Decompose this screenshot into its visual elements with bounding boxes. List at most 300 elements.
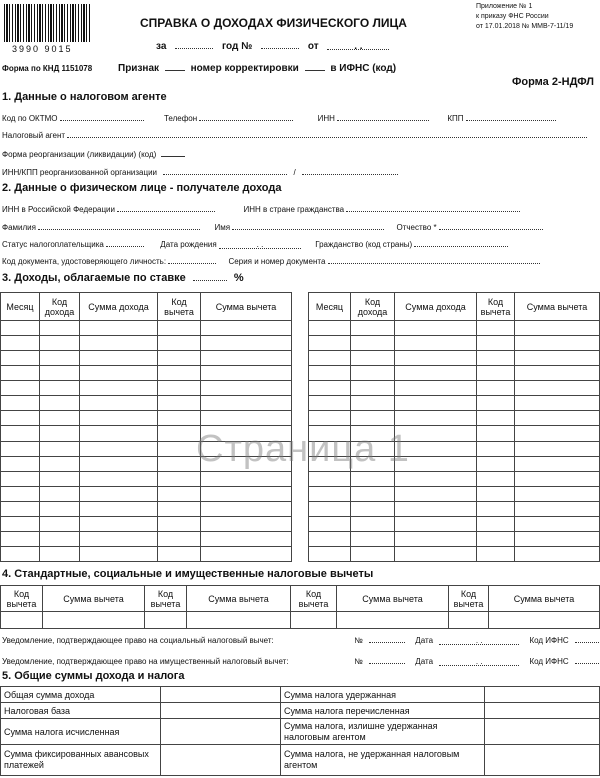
inn-country-field[interactable] (346, 203, 520, 212)
income-cell[interactable] (309, 396, 351, 411)
number-label: № (354, 657, 363, 666)
god-label: год № (221, 41, 253, 52)
oktmo-field[interactable] (60, 112, 144, 121)
income-cell[interactable] (201, 396, 292, 411)
section5-title: 5. Общие суммы дохода и налога (2, 670, 185, 682)
barcode-number: 3990 9015 (12, 44, 73, 54)
income-row (1, 546, 292, 561)
za-label: за (156, 41, 167, 52)
appendix-line: от 17.01.2018 № ММВ-7-11/19 (476, 23, 574, 30)
income-cell[interactable] (515, 381, 600, 396)
income-cell[interactable] (351, 501, 395, 516)
income-row (1, 486, 292, 501)
correction-label: номер корректировки (190, 63, 299, 74)
col-deduction-sum: Сумма вычета (201, 293, 292, 321)
income-cell[interactable] (201, 516, 292, 531)
income-row (1, 366, 292, 381)
reorg-inn-field[interactable] (163, 166, 287, 175)
tax-calculated-value[interactable] (161, 719, 281, 745)
knd-code: Форма по КНД 1151078 (2, 64, 93, 73)
income-cell[interactable] (158, 471, 201, 486)
income-row (1, 351, 292, 366)
income-cell[interactable] (201, 501, 292, 516)
deduction-cell[interactable] (291, 612, 337, 629)
income-cell[interactable] (395, 486, 477, 501)
income-cell[interactable] (1, 501, 40, 516)
income-cell[interactable] (515, 411, 600, 426)
income-cell[interactable] (515, 456, 600, 471)
income-cell[interactable] (201, 351, 292, 366)
income-cell[interactable] (1, 321, 40, 336)
income-cell[interactable] (395, 501, 477, 516)
income-cell[interactable] (309, 501, 351, 516)
income-cell[interactable] (158, 426, 201, 441)
income-cell[interactable] (1, 411, 40, 426)
date-label: Дата (415, 636, 434, 645)
income-cell[interactable] (158, 486, 201, 501)
income-cell[interactable] (201, 366, 292, 381)
income-row (309, 366, 600, 381)
tax-transferred-label: Сумма налога перечисленная (281, 703, 485, 719)
income-cell[interactable] (515, 441, 600, 456)
income-cell[interactable] (309, 366, 351, 381)
phone-field[interactable] (199, 112, 293, 121)
status-label: Статус налогоплательщика (2, 240, 104, 249)
reorg-kpp-field[interactable] (302, 166, 398, 175)
income-cell[interactable] (1, 531, 40, 546)
income-row (309, 336, 600, 351)
income-cell[interactable] (395, 321, 477, 336)
income-cell[interactable] (1, 456, 40, 471)
income-cell[interactable] (351, 381, 395, 396)
income-cell[interactable] (158, 411, 201, 426)
agent-field[interactable] (67, 129, 587, 138)
date-label: Дата (415, 657, 434, 666)
income-cell[interactable] (40, 336, 80, 351)
income-cell[interactable] (1, 441, 40, 456)
name-field[interactable] (232, 221, 384, 230)
income-cell[interactable] (201, 546, 292, 561)
inn-country-label: ИНН в стране гражданства (243, 205, 345, 214)
income-row (309, 516, 600, 531)
income-cell[interactable] (477, 321, 515, 336)
deduction-cell[interactable] (489, 612, 600, 629)
income-row (309, 531, 600, 546)
col-deduction-sum: Сумма вычета (187, 586, 291, 612)
income-cell[interactable] (158, 366, 201, 381)
income-cell[interactable] (201, 381, 292, 396)
income-cell[interactable] (477, 336, 515, 351)
income-cell[interactable] (351, 351, 395, 366)
income-cell[interactable] (309, 351, 351, 366)
deduction-cell[interactable] (337, 612, 449, 629)
income-cell[interactable] (351, 366, 395, 381)
slash: / (293, 168, 296, 177)
section4-title: 4. Стандартные, социальные и имущественные налоговые вычеты (2, 568, 374, 580)
doc-code-field[interactable] (168, 255, 216, 264)
income-cell[interactable] (158, 336, 201, 351)
income-cell[interactable] (40, 501, 80, 516)
income-row (309, 381, 600, 396)
income-cell[interactable] (395, 366, 477, 381)
page-title: СПРАВКА О ДОХОДАХ ФИЗИЧЕСКОГО ЛИЦА (140, 16, 407, 30)
income-row (309, 411, 600, 426)
income-cell[interactable] (40, 351, 80, 366)
income-cell[interactable] (1, 486, 40, 501)
income-cell[interactable] (351, 411, 395, 426)
income-cell[interactable] (201, 336, 292, 351)
income-cell[interactable] (158, 501, 201, 516)
income-cell[interactable] (309, 381, 351, 396)
tax-withheld-value[interactable] (485, 687, 600, 703)
col-month: Месяц (1, 293, 40, 321)
income-cell[interactable] (1, 396, 40, 411)
income-cell[interactable] (477, 471, 515, 486)
income-cell[interactable] (80, 366, 158, 381)
document-row (2, 255, 540, 266)
income-cell[interactable] (351, 531, 395, 546)
income-cell[interactable] (309, 336, 351, 351)
col-deduction-sum: Сумма вычета (43, 586, 145, 612)
page-watermark: Страница 1 (196, 428, 410, 470)
period-row (156, 40, 389, 52)
income-row (1, 321, 292, 336)
income-cell[interactable] (395, 396, 477, 411)
income-cell[interactable] (515, 546, 600, 561)
ifns-code-label: Код ИФНС (529, 657, 569, 666)
income-cell[interactable] (515, 336, 600, 351)
tax-not-withheld-value[interactable] (485, 745, 600, 776)
notice-property-number[interactable] (369, 655, 405, 664)
income-cell[interactable] (477, 351, 515, 366)
doc-code-label: Код документа, удостоверяющего личность: (2, 257, 167, 266)
income-cell[interactable] (395, 411, 477, 426)
reorg-inn-row (2, 166, 398, 177)
income-cell[interactable] (477, 546, 515, 561)
income-cell[interactable] (477, 456, 515, 471)
appendix-line: Приложение № 1 (476, 3, 533, 10)
notice-property-row (2, 655, 600, 666)
date-field[interactable]: . . (327, 41, 389, 50)
appendix-line: к приказу ФНС России (476, 13, 549, 20)
income-cell[interactable] (515, 501, 600, 516)
income-cell[interactable] (158, 396, 201, 411)
surname-label: Фамилия (2, 223, 36, 232)
patronymic-label: Отчество * (396, 223, 437, 232)
income-cell[interactable] (477, 516, 515, 531)
tax-overwithheld-value[interactable] (485, 719, 600, 745)
ot-label: от (307, 41, 319, 52)
income-cell[interactable] (40, 381, 80, 396)
income-cell[interactable] (309, 321, 351, 336)
tax-overwithheld-label: Сумма налога, излишне удержанная налоговым агентом (281, 719, 485, 745)
income-cell[interactable] (40, 531, 80, 546)
appendix-note (476, 2, 573, 32)
agent-name-row (2, 129, 587, 140)
section3-title-row (2, 272, 244, 284)
notice-property-label: Уведомление, подтверждающее право на имущественный налоговый вычет: (2, 657, 289, 666)
col-income-sum: Сумма дохода (395, 293, 477, 321)
income-cell[interactable] (477, 441, 515, 456)
col-month: Месяц (309, 293, 351, 321)
tax-transferred-value[interactable] (485, 703, 600, 719)
priznak-label: Признак (118, 63, 160, 74)
tax-base-value[interactable] (161, 703, 281, 719)
income-cell[interactable] (395, 381, 477, 396)
income-cell[interactable] (80, 321, 158, 336)
income-row (1, 516, 292, 531)
reorg-field[interactable] (161, 148, 185, 157)
income-cell[interactable] (477, 381, 515, 396)
income-cell[interactable] (158, 441, 201, 456)
income-cell[interactable] (395, 516, 477, 531)
income-cell[interactable] (477, 366, 515, 381)
notice-social-number[interactable] (369, 634, 405, 643)
kpp-label: КПП (447, 114, 464, 123)
income-cell[interactable] (80, 471, 158, 486)
oktmo-label: Код по ОКТМО (2, 114, 58, 123)
patronymic-field[interactable] (439, 221, 543, 230)
inn-rf-field[interactable] (117, 203, 215, 212)
income-cell[interactable] (515, 351, 600, 366)
income-cell[interactable] (80, 501, 158, 516)
income-cell[interactable] (201, 531, 292, 546)
income-cell[interactable] (515, 471, 600, 486)
income-cell[interactable] (80, 441, 158, 456)
col-deduction-code: Код вычета (291, 586, 337, 612)
income-cell[interactable] (395, 351, 477, 366)
number-field[interactable] (261, 40, 299, 49)
inn-rf-label: ИНН в Российской Федерации (2, 205, 115, 214)
reorg-label: Форма реорганизации (ликвидации) (код) (2, 150, 157, 159)
col-deduction-sum: Сумма вычета (489, 586, 600, 612)
income-cell[interactable] (1, 366, 40, 381)
deduction-cell[interactable] (43, 612, 145, 629)
income-cell[interactable] (515, 531, 600, 546)
inn-label: ИНН (317, 114, 335, 123)
deduction-cell[interactable] (145, 612, 187, 629)
correction-field[interactable] (305, 62, 325, 71)
income-row (309, 396, 600, 411)
income-cell[interactable] (309, 471, 351, 486)
rate-field[interactable] (193, 272, 227, 281)
income-cell[interactable] (309, 546, 351, 561)
income-cell[interactable] (309, 486, 351, 501)
income-cell[interactable] (80, 426, 158, 441)
deduction-cell[interactable] (187, 612, 291, 629)
income-cell[interactable] (515, 486, 600, 501)
doc-number-label: Серия и номер документа (228, 257, 326, 266)
agent-codes-row (2, 112, 598, 123)
phone-label: Телефон (163, 114, 198, 123)
tax-base-label: Налоговая база (1, 703, 161, 719)
income-cell[interactable] (351, 546, 395, 561)
income-cell[interactable] (1, 546, 40, 561)
fio-row (2, 221, 543, 232)
income-cell[interactable] (395, 336, 477, 351)
priznak-field[interactable] (165, 62, 185, 71)
income-cell[interactable] (309, 531, 351, 546)
citizenship-label: Гражданство (код страны) (315, 240, 413, 249)
income-cell[interactable] (158, 531, 201, 546)
col-deduction-code: Код вычета (449, 586, 489, 612)
percent-sign: % (233, 272, 244, 284)
tax-withheld-label: Сумма налога удержанная (281, 687, 485, 703)
income-cell[interactable] (477, 531, 515, 546)
income-cell[interactable] (515, 426, 600, 441)
income-cell[interactable] (1, 336, 40, 351)
income-cell[interactable] (1, 471, 40, 486)
name-label: Имя (214, 223, 231, 232)
col-deduction-code: Код вычета (1, 586, 43, 612)
income-cell[interactable] (40, 546, 80, 561)
income-cell[interactable] (40, 426, 80, 441)
income-cell[interactable] (395, 531, 477, 546)
income-cell[interactable] (40, 411, 80, 426)
income-cell[interactable] (309, 516, 351, 531)
income-cell[interactable] (1, 381, 40, 396)
income-cell[interactable] (80, 486, 158, 501)
income-cell[interactable] (477, 396, 515, 411)
inn-field[interactable] (337, 112, 429, 121)
tax-calculated-label: Сумма налога исчисленная (1, 719, 161, 745)
correction-row (118, 62, 396, 74)
notice-social-label: Уведомление, подтверждающее право на социальный налоговый вычет: (2, 636, 274, 645)
number-label: № (354, 636, 363, 645)
ifns-label: в ИФНС (код) (330, 63, 397, 74)
income-row (309, 321, 600, 336)
income-table-left (0, 292, 292, 562)
income-cell[interactable] (80, 456, 158, 471)
income-row (1, 336, 292, 351)
col-income-code: Код дохода (40, 293, 80, 321)
income-cell[interactable] (477, 426, 515, 441)
income-cell[interactable] (80, 351, 158, 366)
income-cell[interactable] (309, 411, 351, 426)
income-cell[interactable] (477, 486, 515, 501)
notice-social-row (2, 634, 600, 645)
section3-title: 3. Доходы, облагаемые по ставке (2, 272, 186, 284)
doc-number-field[interactable] (328, 255, 540, 264)
surname-field[interactable] (38, 221, 200, 230)
col-deduction-code: Код вычета (145, 586, 187, 612)
agent-label: Налоговый агент (2, 131, 66, 140)
income-cell[interactable] (395, 546, 477, 561)
income-cell[interactable] (40, 456, 80, 471)
col-income-code: Код дохода (351, 293, 395, 321)
total-income-value[interactable] (161, 687, 281, 703)
birth-field[interactable]: . . (219, 240, 301, 249)
inn-row (2, 203, 520, 214)
col-deduction-sum: Сумма вычета (515, 293, 600, 321)
income-row (1, 471, 292, 486)
income-cell[interactable] (80, 411, 158, 426)
income-cell[interactable] (201, 411, 292, 426)
income-cell[interactable] (515, 516, 600, 531)
income-row (1, 381, 292, 396)
total-income-label: Общая сумма дохода (1, 687, 161, 703)
year-field[interactable] (175, 40, 213, 49)
citizenship-field[interactable] (414, 238, 508, 247)
deduction-cell[interactable] (449, 612, 489, 629)
notice-property-ifns[interactable] (575, 655, 600, 664)
income-table-right (308, 292, 600, 562)
income-cell[interactable] (351, 396, 395, 411)
income-row (309, 546, 600, 561)
income-row (309, 501, 600, 516)
form-name: Форма 2-НДФЛ (512, 76, 594, 88)
income-cell[interactable] (40, 486, 80, 501)
income-cell[interactable] (515, 321, 600, 336)
income-cell[interactable] (40, 516, 80, 531)
income-cell[interactable] (80, 336, 158, 351)
deductions-table (0, 585, 600, 629)
income-cell[interactable] (201, 486, 292, 501)
income-cell[interactable] (477, 411, 515, 426)
barcode-image (4, 4, 92, 42)
income-cell[interactable] (158, 321, 201, 336)
income-cell[interactable] (40, 366, 80, 381)
income-cell[interactable] (201, 321, 292, 336)
section2-title: 2. Данные о физическом лице - получателе дохода (2, 182, 282, 194)
fixed-advance-value[interactable] (161, 745, 281, 776)
notice-social-date[interactable]: . . (439, 636, 519, 645)
reorg-inn-label: ИНН/КПП реорганизованной организации (2, 168, 158, 177)
income-cell[interactable] (158, 516, 201, 531)
col-deduction-code: Код вычета (158, 293, 201, 321)
income-cell[interactable] (40, 471, 80, 486)
income-cell[interactable] (1, 426, 40, 441)
income-row (1, 531, 292, 546)
income-cell[interactable] (80, 396, 158, 411)
income-cell[interactable] (158, 456, 201, 471)
deduction-cell[interactable] (1, 612, 43, 629)
income-cell[interactable] (80, 381, 158, 396)
income-cell[interactable] (80, 516, 158, 531)
income-row (309, 486, 600, 501)
kpp-field[interactable] (466, 112, 556, 121)
income-cell[interactable] (1, 516, 40, 531)
income-cell[interactable] (515, 396, 600, 411)
income-cell[interactable] (80, 531, 158, 546)
status-field[interactable] (106, 238, 144, 247)
income-cell[interactable] (40, 441, 80, 456)
income-cell[interactable] (351, 321, 395, 336)
income-cell[interactable] (158, 351, 201, 366)
income-cell[interactable] (158, 546, 201, 561)
income-cell[interactable] (351, 471, 395, 486)
income-row (1, 411, 292, 426)
income-cell[interactable] (40, 396, 80, 411)
income-cell[interactable] (395, 471, 477, 486)
income-cell[interactable] (201, 471, 292, 486)
notice-social-ifns[interactable] (575, 634, 600, 643)
income-cell[interactable] (40, 321, 80, 336)
income-cell[interactable] (1, 351, 40, 366)
reorg-row (2, 148, 185, 159)
income-cell[interactable] (351, 486, 395, 501)
income-cell[interactable] (515, 366, 600, 381)
income-cell[interactable] (477, 501, 515, 516)
col-income-sum: Сумма дохода (80, 293, 158, 321)
income-cell[interactable] (158, 381, 201, 396)
income-row (1, 396, 292, 411)
notice-property-date[interactable]: . . (439, 657, 519, 666)
birth-label: Дата рождения (160, 240, 217, 249)
income-cell[interactable] (80, 546, 158, 561)
income-cell[interactable] (351, 516, 395, 531)
income-cell[interactable] (351, 336, 395, 351)
